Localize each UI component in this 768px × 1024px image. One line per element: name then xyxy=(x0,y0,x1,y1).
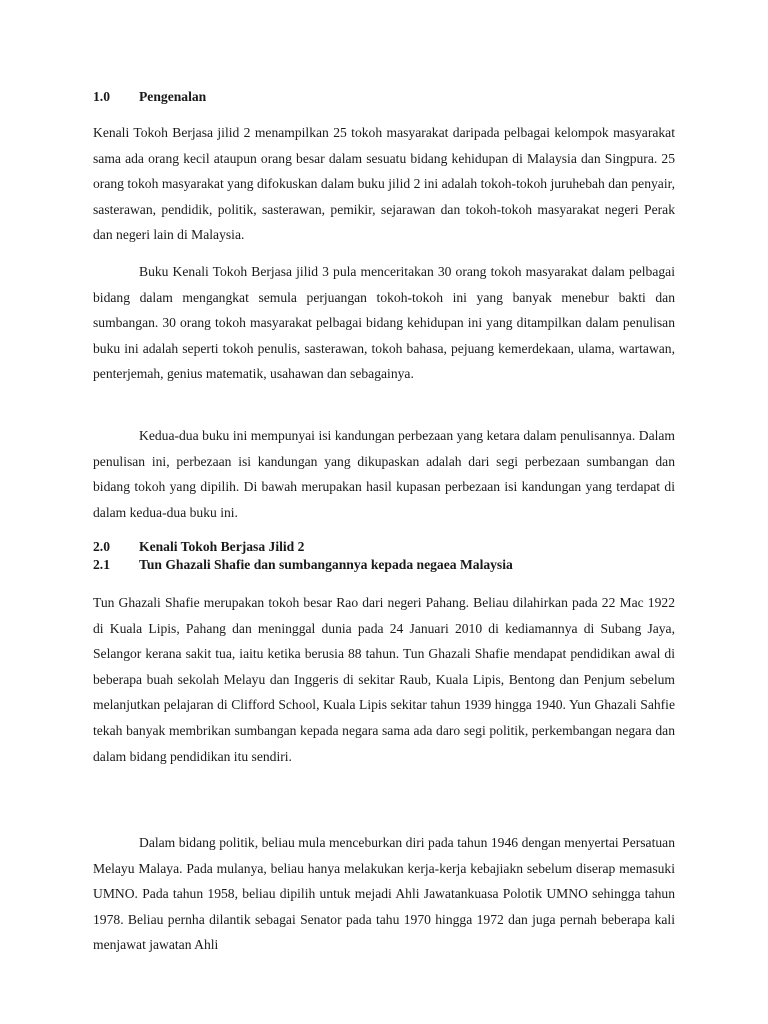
section-number: 1.0 xyxy=(93,89,110,104)
section-number: 2.1 xyxy=(93,557,110,572)
section-title: Kenali Tokoh Berjasa Jilid 2 xyxy=(139,539,305,554)
paragraph-ghazali-bio: Tun Ghazali Shafie merupakan tokoh besar Rao dari negeri Pahang. Beliau dilahirkan pada 22 Mac 1922 di Kuala Lipis, Pahang dan meninggal dunia pada 24 Januari 2010 di kediamannya di Subang Jaya, Selangor kerana sakit tua, iaitu ketika berusia 88 tahun. Tun Ghazali Shafie mendapat pendidikan awal di beberapa buah sekolah Melayu dan Inggeris di sekitar Raub, Kuala Lipis, Bentong dan Penjum sebelum melanjutkan pelajaran di Clifford School, Kuala Lipis sekitar tahun 1939 hingga 1940. Yun Ghazali Sahfie tekah banyak membrikan sumbangan kepada negara sama ada daro segi politik, perkembangan negara dan dalam bidang pendidikan itu sendiri. xyxy=(93,595,675,764)
section-heading-1 xyxy=(93,88,206,106)
paragraph-comparison: Kedua-dua buku ini mempunyai isi kandungan perbezaan yang ketara dalam penulisannya. Dalam penulisan ini, perbezaan isi kandungan yang dikupaskan adalah dari segi perbezaan sumbangan dan bidang tokoh yang dipilih. Di bawah merupakan hasil kupasan perbezaan isi kandungan yang terdapat di dalam kedua-dua buku ini. xyxy=(93,428,675,520)
section-number: 2.0 xyxy=(93,539,110,554)
paragraph-jilid3: Buku Kenali Tokoh Berjasa jilid 3 pula menceritakan 30 orang tokoh masyarakat dalam pelbagai bidang dalam mengangkat semula perjuangan tokoh-tokoh ini yang banyak menebur bakti dan sumbangan. 30 orang tokoh masyarakat pelbagai bidang kehidupan ini yang ditampilkan dalam penulisan buku ini adalah seperti tokoh penulis, sasterawan, tokoh bahasa, pejuang kemerdekaan, ulama, wartawan, penterjemah, genius matematik, usahawan dan sebagainya. xyxy=(93,264,675,382)
section-title: Tun Ghazali Shafie dan sumbangannya kepada negaea Malaysia xyxy=(139,557,513,572)
section-heading-2-1 xyxy=(93,556,513,574)
section-title: Pengenalan xyxy=(139,89,207,104)
section-heading-2 xyxy=(93,538,304,556)
paragraph-intro: Kenali Tokoh Berjasa jilid 2 menampilkan 25 tokoh masyarakat daripada pelbagai kelompok masyarakat sama ada orang kecil ataupun orang besar dalam sesuatu bidang kehidupan di Malaysia dan Singpura. 25 orang tokoh masyarakat yang difokuskan dalam buku jilid 2 ini adalah tokoh-tokoh juruhebah dan penyair, sasterawan, pendidik, politik, sasterawan, pemikir, sejarawan dan tokoh-tokoh masyarakat negeri Perak dan negeri lain di Malaysia. xyxy=(93,125,675,243)
paragraph-politics: Dalam bidang politik, beliau mula menceburkan diri pada tahun 1946 dengan menyertai Persatuan Melayu Malaya. Pada mulanya, beliau hanya melakukan kerja-kerja kebajiakn sebelum diserap memasuki UMNO. Pada tahun 1958, beliau dipilih untuk mejadi Ahli Jawatankuasa Polotik UMNO sehingga tahun 1978. Beliau pernha dilantik sebagai Senator pada tahu 1970 hingga 1972 dan juga pernah beberapa kali menjawat jawatan Ahli xyxy=(93,835,675,953)
